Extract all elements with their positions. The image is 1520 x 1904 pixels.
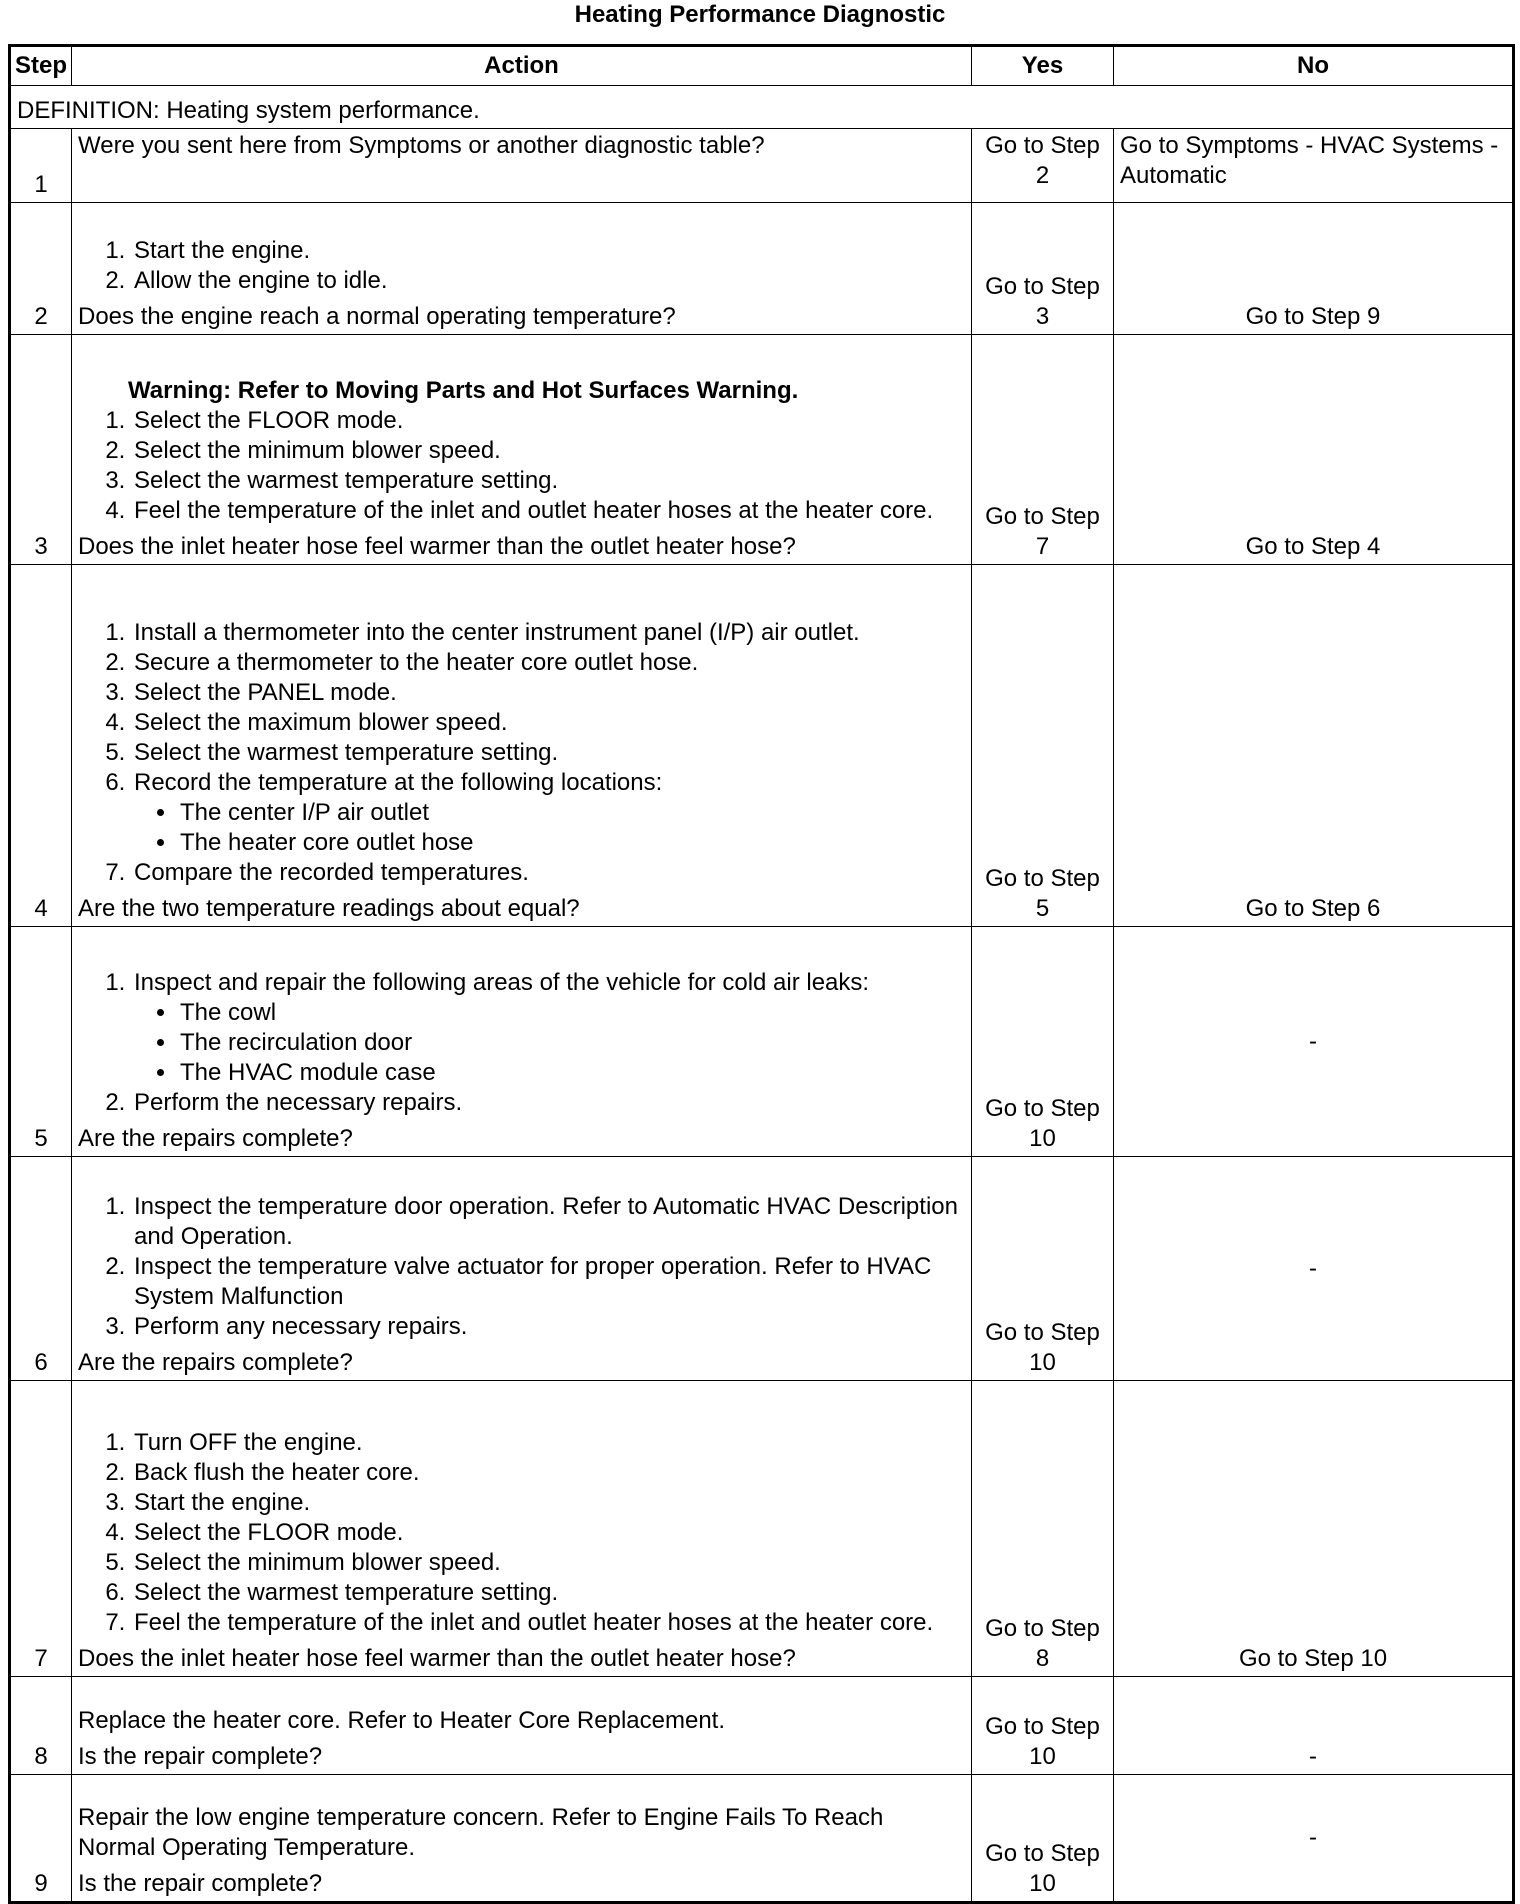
action-steps [78,1192,965,1342]
action-item [132,968,965,1088]
bullet-list [134,798,965,858]
action-steps [78,236,965,296]
action-cell [72,203,972,335]
table-row [10,1157,1514,1381]
action-item: 2. Back flush the heater core. [132,1458,965,1488]
action-item: 4. Select the maximum blower speed. [132,708,965,738]
action-question: Is the repair complete? [78,1743,323,1770]
action-question: Are the repairs complete? [78,1349,353,1376]
yes-cell: Go to Step 5 [972,565,1114,927]
action-cell [72,1381,972,1677]
action-item: 7. Feel the temperature of the inlet and outlet heater hoses at the heater core. [132,1608,965,1638]
no-cell: - [1114,927,1514,1157]
action-cell [72,1775,972,1903]
no-cell: Go to Step 4 [1114,335,1514,565]
bullet-item: • The recirculation door [178,1028,965,1058]
step-number: 4 [10,565,72,927]
no-cell: - [1114,1157,1514,1381]
action-item: 1. Turn OFF the engine. [132,1428,965,1458]
action-cell [72,927,972,1157]
action-cell [72,565,972,927]
action-item: 2. Inspect the temperature valve actuator for proper operation. Refer to HVAC System Malfunction [132,1252,965,1312]
yes-cell: Go to Step 10 [972,1157,1114,1381]
table-row [10,129,1514,203]
table-row [10,335,1514,565]
table-row [10,1381,1514,1677]
definition: DEFINITION: Heating system performance. [10,86,1514,129]
step-number: 8 [10,1677,72,1775]
action-item: 2. Select the minimum blower speed. [132,436,965,466]
action-text: Repair the low engine temperature concern. Refer to Engine Fails To Reach Normal Operating Temperature. [78,1804,884,1861]
yes-cell: Go to Step 7 [972,335,1114,565]
header-no: No [1114,46,1514,86]
action-item: 1. Install a thermometer into the center instrument panel (I/P) air outlet. [132,618,965,648]
action-item: 3. Start the engine. [132,1488,965,1518]
bullet-item: • The cowl [178,998,965,1028]
yes-cell: Go to Step 10 [972,1677,1114,1775]
table-row [10,1775,1514,1903]
action-item: 3. Select the warmest temperature setting. [132,466,965,496]
table-row [10,927,1514,1157]
action-question: Are the two temperature readings about equal? [78,895,580,922]
no-cell: - [1114,1775,1514,1903]
action-steps [78,968,965,1118]
action-item: 1. Select the FLOOR mode. [132,406,965,436]
action-steps [78,1428,965,1638]
document-title: Heating Performance Diagnostic [574,1,946,28]
yes-cell: Go to Step 2 [972,129,1114,203]
header-yes: Yes [972,46,1114,86]
action-item: 4. Select the FLOOR mode. [132,1518,965,1548]
step-number: 5 [10,927,72,1157]
action-question: Does the engine reach a normal operating temperature? [78,303,676,330]
no-cell: Go to Step 9 [1114,203,1514,335]
action-item: 2. Allow the engine to idle. [132,266,965,296]
table-row [10,203,1514,335]
bullet-list [134,998,965,1088]
yes-cell: Go to Step 10 [972,927,1114,1157]
action-text: Replace the heater core. Refer to Heater Core Replacement. [78,1707,726,1734]
step-number: 1 [10,129,72,203]
no-cell: Go to Symptoms - HVAC Systems - Automatic [1114,129,1514,203]
action-steps [78,406,965,526]
table-row [10,565,1514,927]
no-cell: Go to Step 6 [1114,565,1514,927]
action-cell [72,129,972,203]
action-item: 5. Select the minimum blower speed. [132,1548,965,1578]
action-item-text: Inspect and repair the following areas of the vehicle for cold air leaks: [134,969,870,996]
yes-cell: Go to Step 8 [972,1381,1114,1677]
action-item: 5. Select the warmest temperature setting. [132,738,965,768]
header-step: Step [10,46,72,86]
action-item: 7. Compare the recorded temperatures. [132,858,965,888]
bullet-item: • The center I/P air outlet [178,798,965,828]
action-item: 1. Start the engine. [132,236,965,266]
action-question: Does the inlet heater hose feel warmer than the outlet heater hose? [78,533,796,560]
yes-cell: Go to Step 3 [972,203,1114,335]
action-text: Were you sent here from Symptoms or another diagnostic table? [78,132,765,159]
action-item: 6. Select the warmest temperature setting. [132,1578,965,1608]
definition-row [10,86,1514,129]
step-number: 9 [10,1775,72,1903]
no-cell: Go to Step 10 [1114,1381,1514,1677]
bullet-item: • The heater core outlet hose [178,828,965,858]
action-question: Are the repairs complete? [78,1125,353,1152]
header-action: Action [72,46,972,86]
action-item: 3. Select the PANEL mode. [132,678,965,708]
warning-text: Warning: Refer to Moving Parts and Hot Surfaces Warning. [128,377,799,404]
action-cell [72,1677,972,1775]
action-question: Is the repair complete? [78,1870,323,1897]
diagnostic-table [8,44,1515,1904]
action-cell [72,335,972,565]
action-item: 4. Feel the temperature of the inlet and outlet heater hoses at the heater core. [132,496,965,526]
table-row [10,1677,1514,1775]
action-item [132,768,965,858]
action-question: Does the inlet heater hose feel warmer than the outlet heater hose? [78,1645,796,1672]
action-cell [72,1157,972,1381]
yes-cell: Go to Step 10 [972,1775,1114,1903]
action-steps [78,618,965,888]
step-number: 2 [10,203,72,335]
bullet-item: • The HVAC module case [178,1058,965,1088]
action-item: 1. Inspect the temperature door operation. Refer to Automatic HVAC Description and Operation. [132,1192,965,1252]
action-item: 2. Perform the necessary repairs. [132,1088,965,1118]
step-number: 7 [10,1381,72,1677]
action-item: 2. Secure a thermometer to the heater core outlet hose. [132,648,965,678]
no-cell: - [1114,1677,1514,1775]
action-item-text: Record the temperature at the following locations: [134,769,663,796]
step-number: 3 [10,335,72,565]
header-row [10,46,1514,86]
action-item: 3. Perform any necessary repairs. [132,1312,965,1342]
step-number: 6 [10,1157,72,1381]
